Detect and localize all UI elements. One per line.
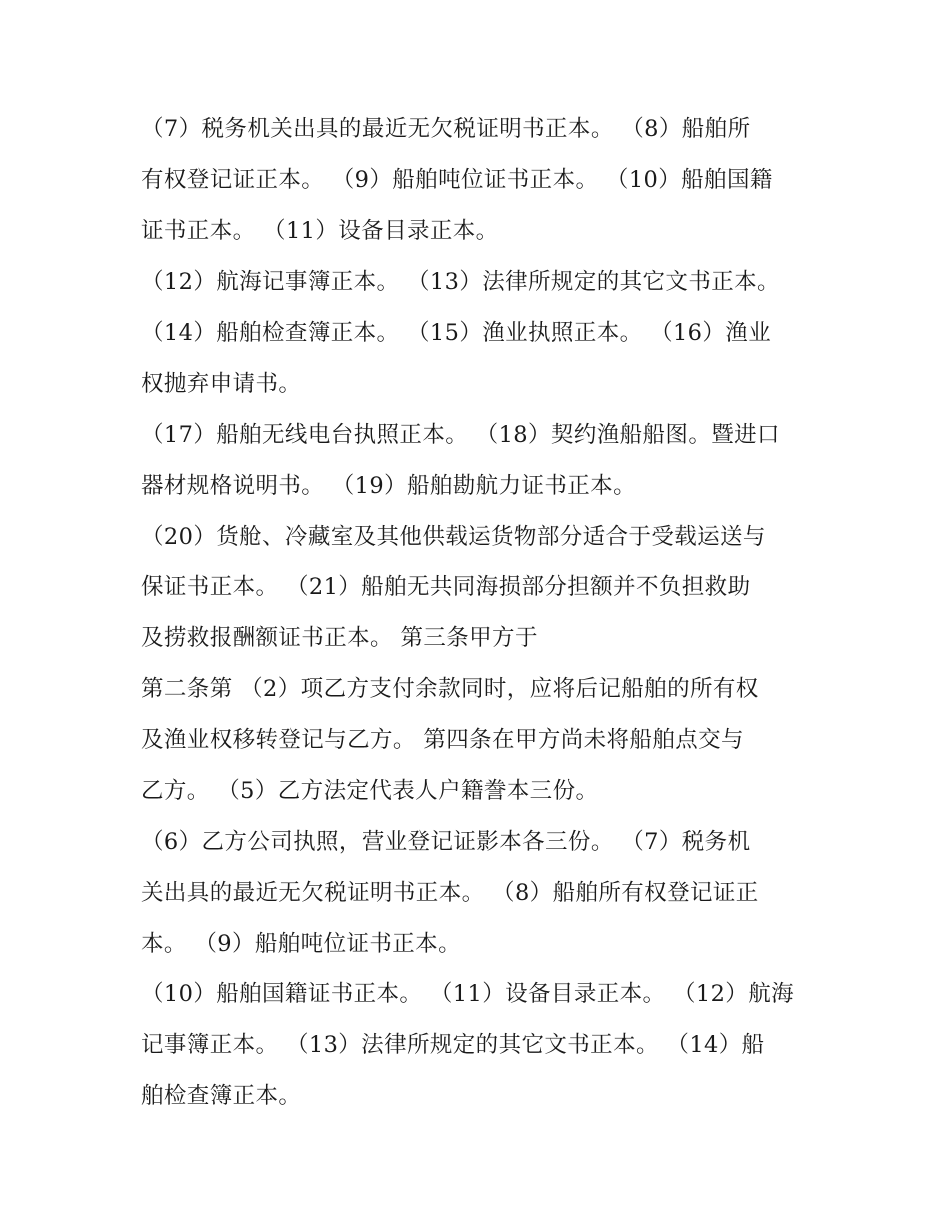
text-line: 器材规格说明书。 （19）船舶勘航力证书正本。 <box>141 473 636 499</box>
text-line: 及捞救报酬额证书正本。 第三条甲方于 <box>141 625 538 651</box>
text-line: 本。 （9）船舶吨位证书正本。 <box>141 931 461 957</box>
text-line: 第二条第 （2）项乙方支付余款同时，应将后记船舶的所有权 <box>141 676 759 702</box>
text-line: （10）船舶国籍证书正本。 （11）设备目录正本。 （12）航海 <box>141 981 794 1007</box>
text-line: 乙方。 （5）乙方法定代表人户籍誊本三份。 <box>141 778 599 804</box>
text-line: （7）税务机关出具的最近无欠税证明书正本。 （8）船舶所 <box>141 116 751 142</box>
text-line: （12）航海记事簿正本。 （13）法律所规定的其它文书正本。 <box>141 269 780 295</box>
text-line: 证书正本。 （11）设备目录正本。 <box>141 218 499 244</box>
text-line: 有权登记证正本。 （9）船舶吨位证书正本。 （10）船舶国籍 <box>141 167 773 193</box>
text-line: 权抛弃申请书。 <box>141 371 302 397</box>
text-line: 保证书正本。 （21）船舶无共同海损部分担额并不负担救助 <box>141 574 751 600</box>
text-line: （20）货舱、冷藏室及其他供载运货物部分适合于受载运送与 <box>141 524 766 550</box>
text-line: 关出具的最近无欠税证明书正本。 （8）船舶所有权登记证正 <box>141 880 759 906</box>
text-line: （14）船舶检查簿正本。 （15）渔业执照正本。 （16）渔业 <box>141 320 772 346</box>
text-line: （6）乙方公司执照，营业登记证影本各三份。 （7）税务机 <box>141 829 751 855</box>
text-line: 舶检查簿正本。 <box>141 1083 302 1109</box>
text-line: 及渔业权移转登记与乙方。 第四条在甲方尚未将船舶点交与 <box>141 727 744 753</box>
text-line: 记事簿正本。 （13）法律所规定的其它文书正本。 （14）船 <box>141 1032 765 1058</box>
text-line: （17）船舶无线电台执照正本。 （18）契约渔船船图。暨进口 <box>141 422 780 448</box>
